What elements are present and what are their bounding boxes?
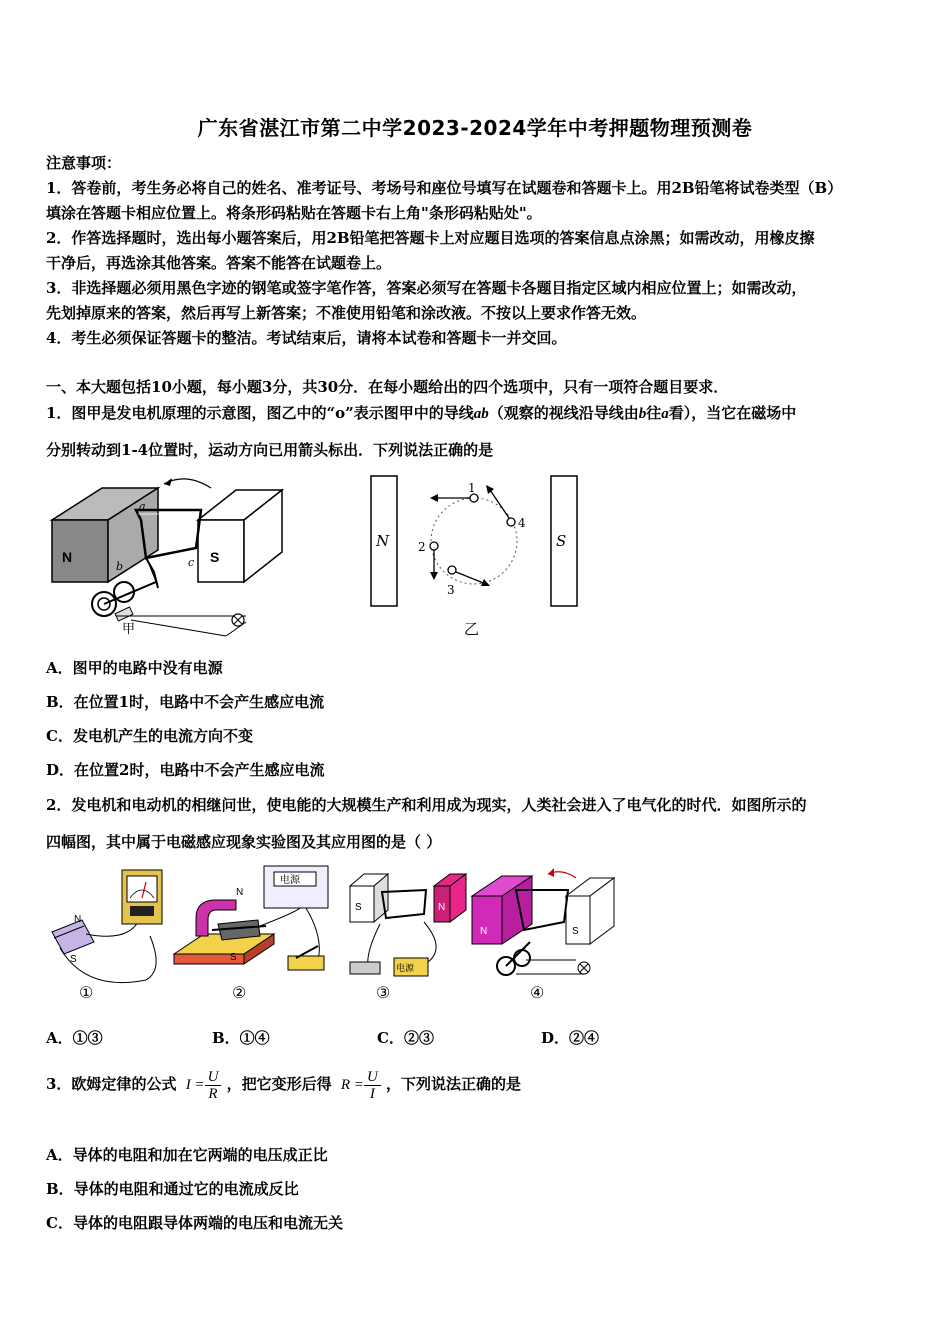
q1-stem-line1: 1．图甲是发电机原理的示意图，图乙中的“o”表示图甲中的导线ab（观察的视线沿导线由b往a看），当它在磁场中: [46, 404, 797, 422]
position-1-label: 1: [468, 481, 476, 495]
label-N: N: [62, 549, 73, 565]
notice-line: 1．答卷前，考生务必将自己的姓名、准考证号、考场号和座位号填写在试题卷和答题卡上。用2B铅笔将试卷类型（B）: [46, 179, 843, 197]
figure-q2-four-panels: [46, 862, 616, 1007]
svg-text:S: S: [230, 952, 237, 963]
svg-text:N: N: [438, 902, 446, 913]
position-4-label: 4: [518, 516, 526, 530]
rotation-arrow-icon: [164, 478, 172, 486]
q2-option-b[interactable]: B．①④: [212, 1029, 270, 1047]
notice-line: 4．考生必须保证答题卡的整洁。考试结束后，请将本试卷和答题卡一并交回。: [46, 329, 567, 347]
notice-line: 2．作答选择题时，选出每小题答案后，用2B铅笔把答题卡上对应题目选项的答案信息点涂黑；如需改动，用橡皮擦: [46, 229, 815, 247]
panel-4-label: ④: [530, 983, 545, 1002]
caption-yi: 乙: [464, 620, 480, 638]
panel-2-label: ②: [232, 983, 247, 1002]
figure-jia-generator: [46, 470, 296, 638]
svg-text:N: N: [480, 926, 488, 937]
formula-ohm-fraction: $\frac{U}{R}$: [205, 1069, 222, 1102]
notice-heading: 注意事项：: [46, 154, 122, 172]
caption-jia: 甲: [122, 622, 136, 637]
label-N: N: [376, 532, 390, 550]
q1-option-c[interactable]: C．发电机产生的电流方向不变: [46, 727, 253, 745]
panel-3-label: ③: [376, 983, 391, 1002]
exam-title: 广东省湛江市第二中学2023-2024学年中考押题物理预测卷: [197, 116, 753, 140]
position-2-label: 2: [418, 540, 426, 554]
panel-2: [174, 866, 328, 1002]
q2-stem-line1: 2．发电机和电动机的相继问世，使电能的大规模生产和利用成为现实，人类社会进入了电气化的时代．如图所示的: [46, 796, 807, 814]
notice-line: 先划掉原来的答案，然后再写上新答案；不准使用铅笔和涂改液。不按以上要求作答无效。: [46, 304, 647, 322]
q3-option-b[interactable]: B．导体的电阻和通过它的电流成反比: [46, 1180, 299, 1198]
notice-line: 干净后，再选涂其他答案。答案不能答在试题卷上。: [46, 254, 392, 272]
q2-stem-line2: 四幅图，其中属于电磁感应现象实验图及其应用图的是（ ）: [46, 833, 442, 851]
svg-text:S: S: [355, 902, 362, 913]
label-a: a: [139, 500, 146, 513]
panel-1: [52, 870, 162, 1002]
figure-yi-positions: [368, 472, 583, 640]
position-3-label: 3: [447, 583, 455, 597]
q1-option-d[interactable]: D．在位置2时，电路中不会产生感应电流: [46, 761, 325, 779]
panel-4: [472, 868, 614, 1002]
q1-option-a[interactable]: A．图甲的电路中没有电源: [46, 659, 223, 677]
svg-text:N: N: [236, 887, 244, 898]
label-S: S: [210, 549, 220, 565]
formula-resistance-fraction: $\frac{U}{I}$: [364, 1069, 381, 1102]
q2-option-a[interactable]: A．①③: [46, 1029, 103, 1047]
q2-option-c[interactable]: C．②③: [377, 1029, 434, 1047]
rotation-arrow-icon: [548, 868, 554, 877]
q1-option-b[interactable]: B．在位置1时，电路中不会产生感应电流: [46, 693, 325, 711]
svg-text:电源: 电源: [396, 964, 415, 974]
panel-3: [350, 874, 466, 1002]
q3-stem: 3．欧姆定律的公式 I = $\frac{U}{R}$ ，把它变形后得 R = $\frac{U}{I}$ ，下列说法正确的是: [46, 1068, 522, 1102]
section-heading: 一、本大题包括10小题，每小题3分，共30分．在每小题给出的四个选项中，只有一项符合题目要求．: [46, 378, 729, 396]
power-label: 电源: [280, 875, 300, 886]
q2-option-d[interactable]: D．②④: [541, 1029, 600, 1047]
q1-stem-line2: 分别转动到1-4位置时，运动方向已用箭头标出．下列说法正确的是: [46, 441, 494, 459]
q3-option-a[interactable]: A．导体的电阻和加在它两端的电压成正比: [46, 1146, 328, 1164]
svg-text:S: S: [70, 954, 77, 965]
label-S: S: [556, 532, 567, 550]
notice-line: 填涂在答题卡相应位置上。将条形码粘贴在答题卡右上角"条形码粘贴处"。: [46, 204, 542, 222]
label-b: b: [116, 560, 124, 573]
label-c: c: [188, 556, 195, 569]
svg-text:N: N: [74, 914, 82, 925]
panel-1-label: ①: [79, 983, 94, 1002]
notice-line: 3．非选择题必须用黑色字迹的钢笔或签字笔作答，答案必须写在答题卡各题目指定区域内相应位置上；如需改动，: [46, 279, 807, 297]
q3-option-c[interactable]: C．导体的电阻跟导体两端的电压和电流无关: [46, 1214, 343, 1232]
svg-text:S: S: [572, 926, 579, 937]
